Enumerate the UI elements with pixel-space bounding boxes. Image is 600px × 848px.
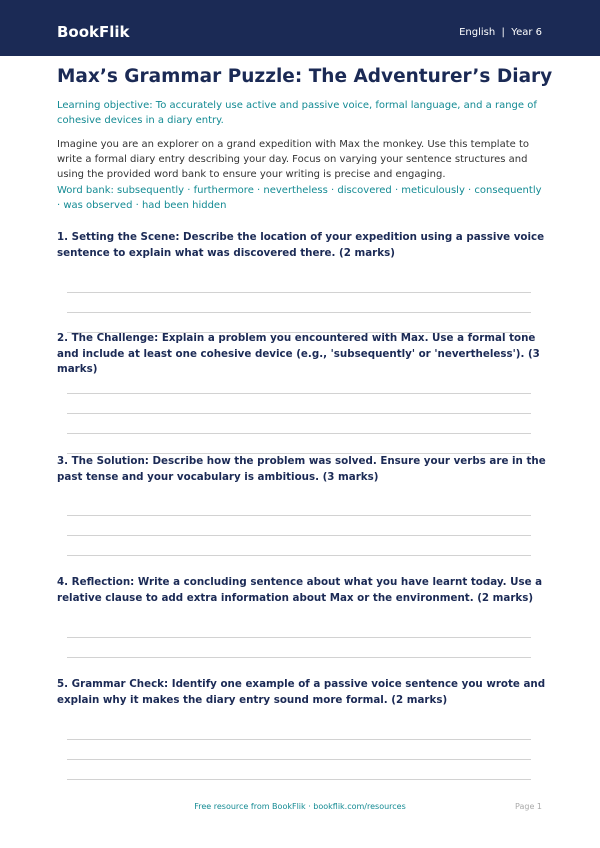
answer-line[interactable] — [67, 759, 531, 760]
question-3: 3. The Solution: Describe how the problem was solved. Ensure your verbs are in the past tense and your vocabulary is ambitious. (3 marks) — [57, 455, 546, 483]
brand-logo-text: BookFlik — [57, 23, 130, 41]
subject-year-label: English | Year 6 — [459, 27, 542, 38]
page-number: Page 1 — [515, 802, 542, 811]
question-1: 1. Setting the Scene: Describe the location of your expedition using a passive voice sentence to explain what was discovered there. (2 marks) — [57, 231, 545, 259]
answer-line[interactable] — [67, 779, 531, 780]
question-5: 5. Grammar Check: Identify one example of a passive voice sentence you wrote and explain why it makes the diary entry sound more formal. (2 marks) — [57, 678, 546, 706]
answer-line[interactable] — [67, 413, 531, 414]
word-bank: Word bank: subsequently · furthermore · nevertheless · discovered · meticulously · consequently · was observed · had been hidden — [57, 185, 542, 211]
learning-objective: Learning objective: To accurately use active and passive voice, formal language, and a range of cohesive devices in a diary entry. — [57, 100, 537, 126]
question-2: 2. The Challenge: Explain a problem you encountered with Max. Use a formal tone and include at least one cohesive device (e.g., 'subsequently' or 'nevertheless'). (3 marks) — [57, 332, 540, 375]
answer-line[interactable] — [67, 739, 531, 740]
answer-line[interactable] — [67, 637, 531, 638]
answer-line[interactable] — [67, 555, 531, 556]
answer-line[interactable] — [67, 515, 531, 516]
footer-source: Free resource from BookFlik · bookflik.com/resources — [194, 802, 406, 811]
page-header — [0, 0, 600, 56]
answer-line[interactable] — [67, 312, 531, 313]
answer-line[interactable] — [67, 657, 531, 658]
page-title: Max’s Grammar Puzzle: The Adventurer’s Diary — [57, 66, 553, 87]
question-4: 4. Reflection: Write a concluding sentence about what you have learnt today. Use a relative clause to add extra information about Max or the environment. (2 marks) — [57, 576, 543, 604]
answer-line[interactable] — [67, 393, 531, 394]
answer-line[interactable] — [67, 433, 531, 434]
answer-line[interactable] — [67, 535, 531, 536]
answer-line[interactable] — [67, 292, 531, 293]
intro-paragraph: Imagine you are an explorer on a grand expedition with Max the monkey. Use this template to write a formal diary entry describing your day. Focus on varying your sentence structures and using the provided word bank to ensure your writing is precise and engaging. — [57, 139, 529, 180]
